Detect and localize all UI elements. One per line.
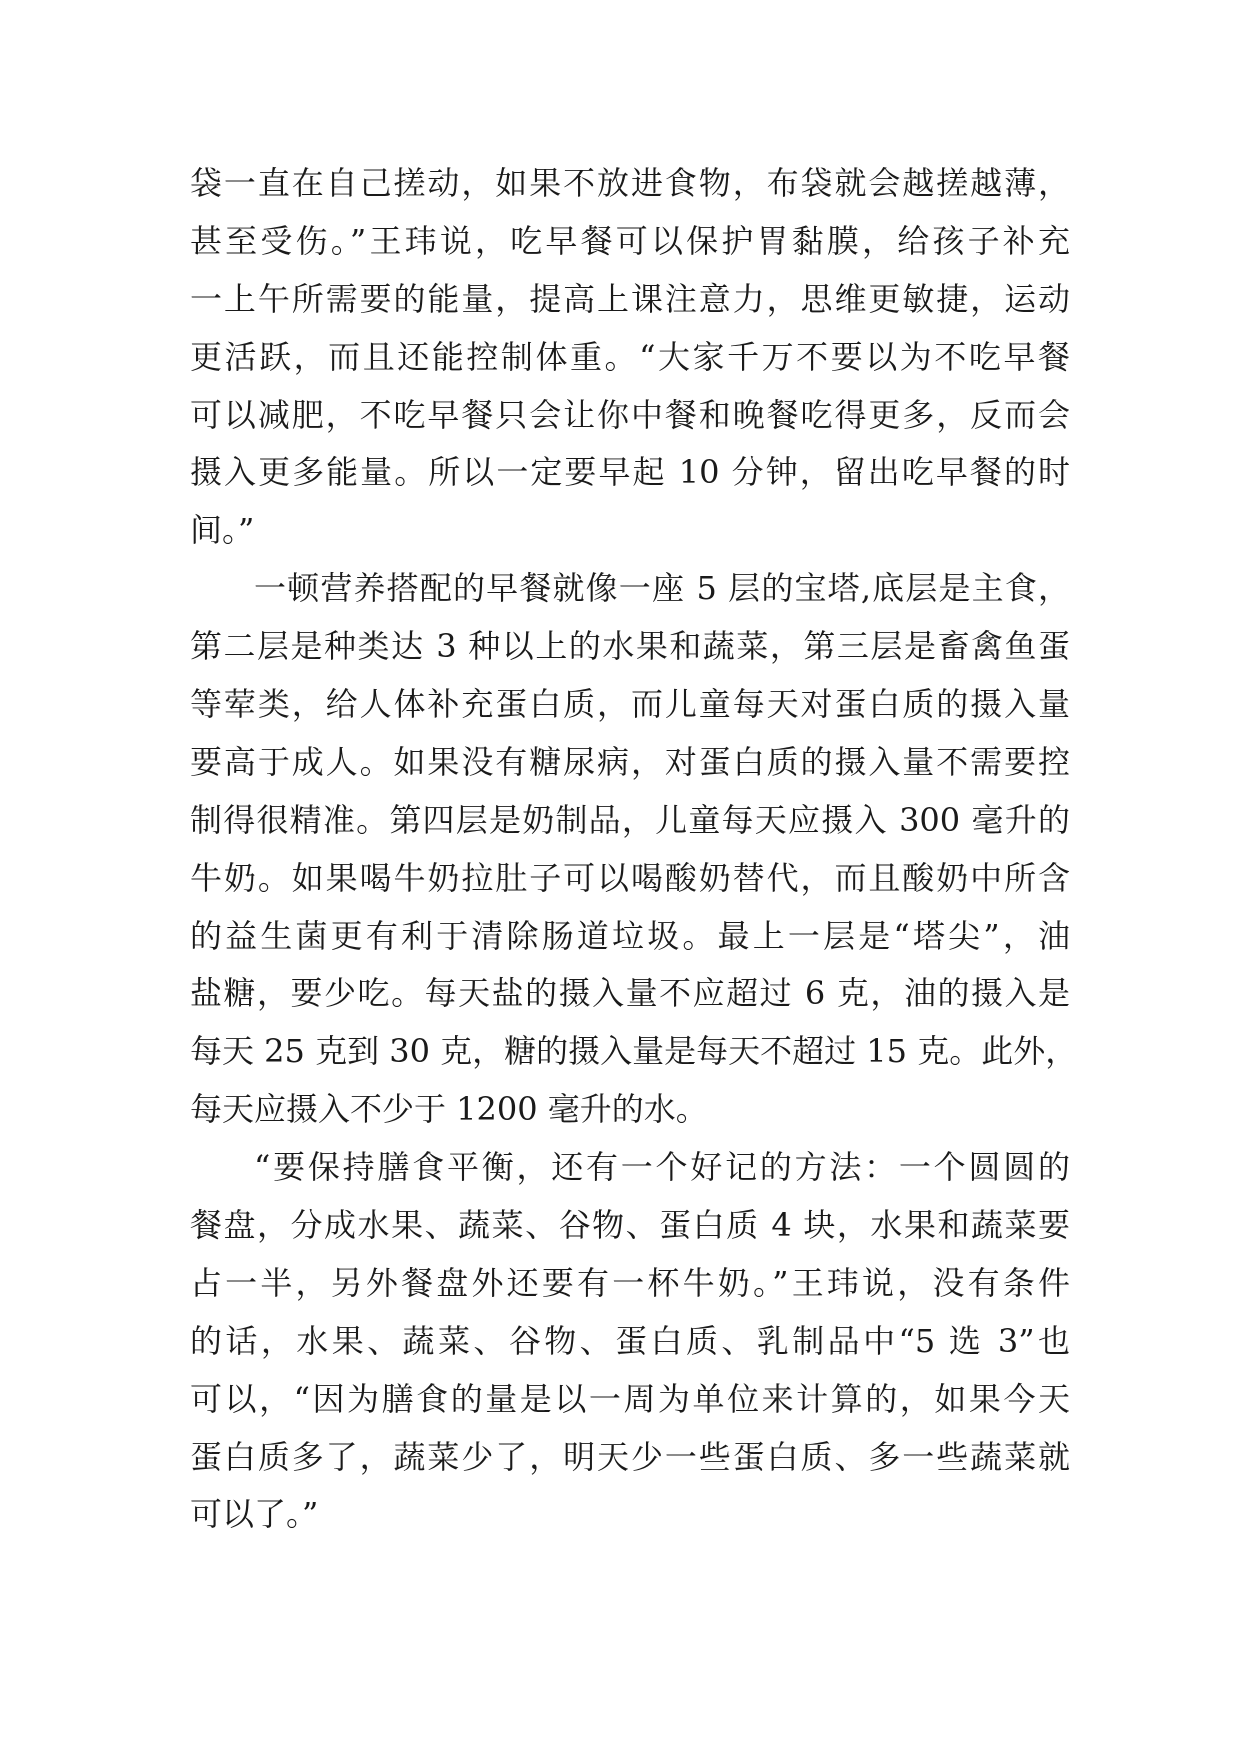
text-line: 占一半，另外餐盘外还要有一杯牛奶。”王玮说，没有条件: [190, 1263, 1070, 1302]
text-line: 盐糖，要少吃。每天盐的摄入量不应超过 6 克，油的摄入是: [190, 974, 1070, 1013]
paragraph: [190, 560, 1078, 1139]
text-line: 餐盘，分成水果、蔬菜、谷物、蛋白质 4 块，水果和蔬菜要: [190, 1206, 1070, 1245]
text-line: 的话，水果、蔬菜、谷物、蛋白质、乳制品中“5 选 3”也: [190, 1321, 1070, 1360]
text-line: 更活跃，而且还能控制体重。“大家千万不要以为不吃早餐: [190, 337, 1070, 376]
text-line: 可以，“因为膳食的量是以一周为单位来计算的，如果今天: [190, 1379, 1070, 1418]
text-line: 第二层是种类达 3 种以上的水果和蔬菜，第三层是畜禽鱼蛋: [190, 627, 1070, 666]
text-line: 可以减肥，不吃早餐只会让你中餐和晚餐吃得更多，反而会: [190, 395, 1070, 434]
text-line: 牛奶。如果喝牛奶拉肚子可以喝酸奶替代，而且酸奶中所含: [190, 858, 1070, 897]
text-line: 制得很精准。第四层是奶制品，儿童每天应摄入 300 毫升的: [190, 800, 1070, 839]
paragraph: [190, 1139, 1070, 1544]
text-line: 袋一直在自己搓动，如果不放进食物，布袋就会越搓越薄，: [190, 164, 1070, 202]
paragraph: [190, 155, 1070, 560]
text-line: 间。”: [190, 511, 255, 550]
text-line: 要高于成人。如果没有糖尿病，对蛋白质的摄入量不需要控: [190, 742, 1070, 781]
text-line: 甚至受伤。”王玮说，吃早餐可以保护胃黏膜，给孩子补充: [190, 221, 1070, 260]
text-line: 一顿营养搭配的早餐就像一座 5 层的宝塔,底层是主食，: [254, 569, 1070, 608]
text-line: 摄入更多能量。所以一定要早起 10 分钟，留出吃早餐的时: [190, 453, 1070, 492]
text-line: 蛋白质多了，蔬菜少了，明天少一些蛋白质、多一些蔬菜就: [190, 1437, 1070, 1476]
text-line: 可以了。”: [190, 1495, 319, 1534]
text-line: 每天 25 克到 30 克，糖的摄入量是每天不超过 15 克。此外，: [190, 1032, 1078, 1071]
text-line: “要保持膳食平衡，还有一个好记的方法：一个圆圆的: [254, 1148, 1070, 1187]
text-line: 每天应摄入不少于 1200 毫升的水。: [190, 1090, 708, 1129]
text-line: 等荤类，给人体补充蛋白质，而儿童每天对蛋白质的摄入量: [190, 685, 1070, 724]
text-line: 一上午所需要的能量，提高上课注意力，思维更敏捷，运动: [190, 279, 1070, 318]
text-line: 的益生菌更有利于清除肠道垃圾。最上一层是“塔尖”，油: [190, 916, 1070, 955]
article-body: [190, 155, 1078, 1544]
